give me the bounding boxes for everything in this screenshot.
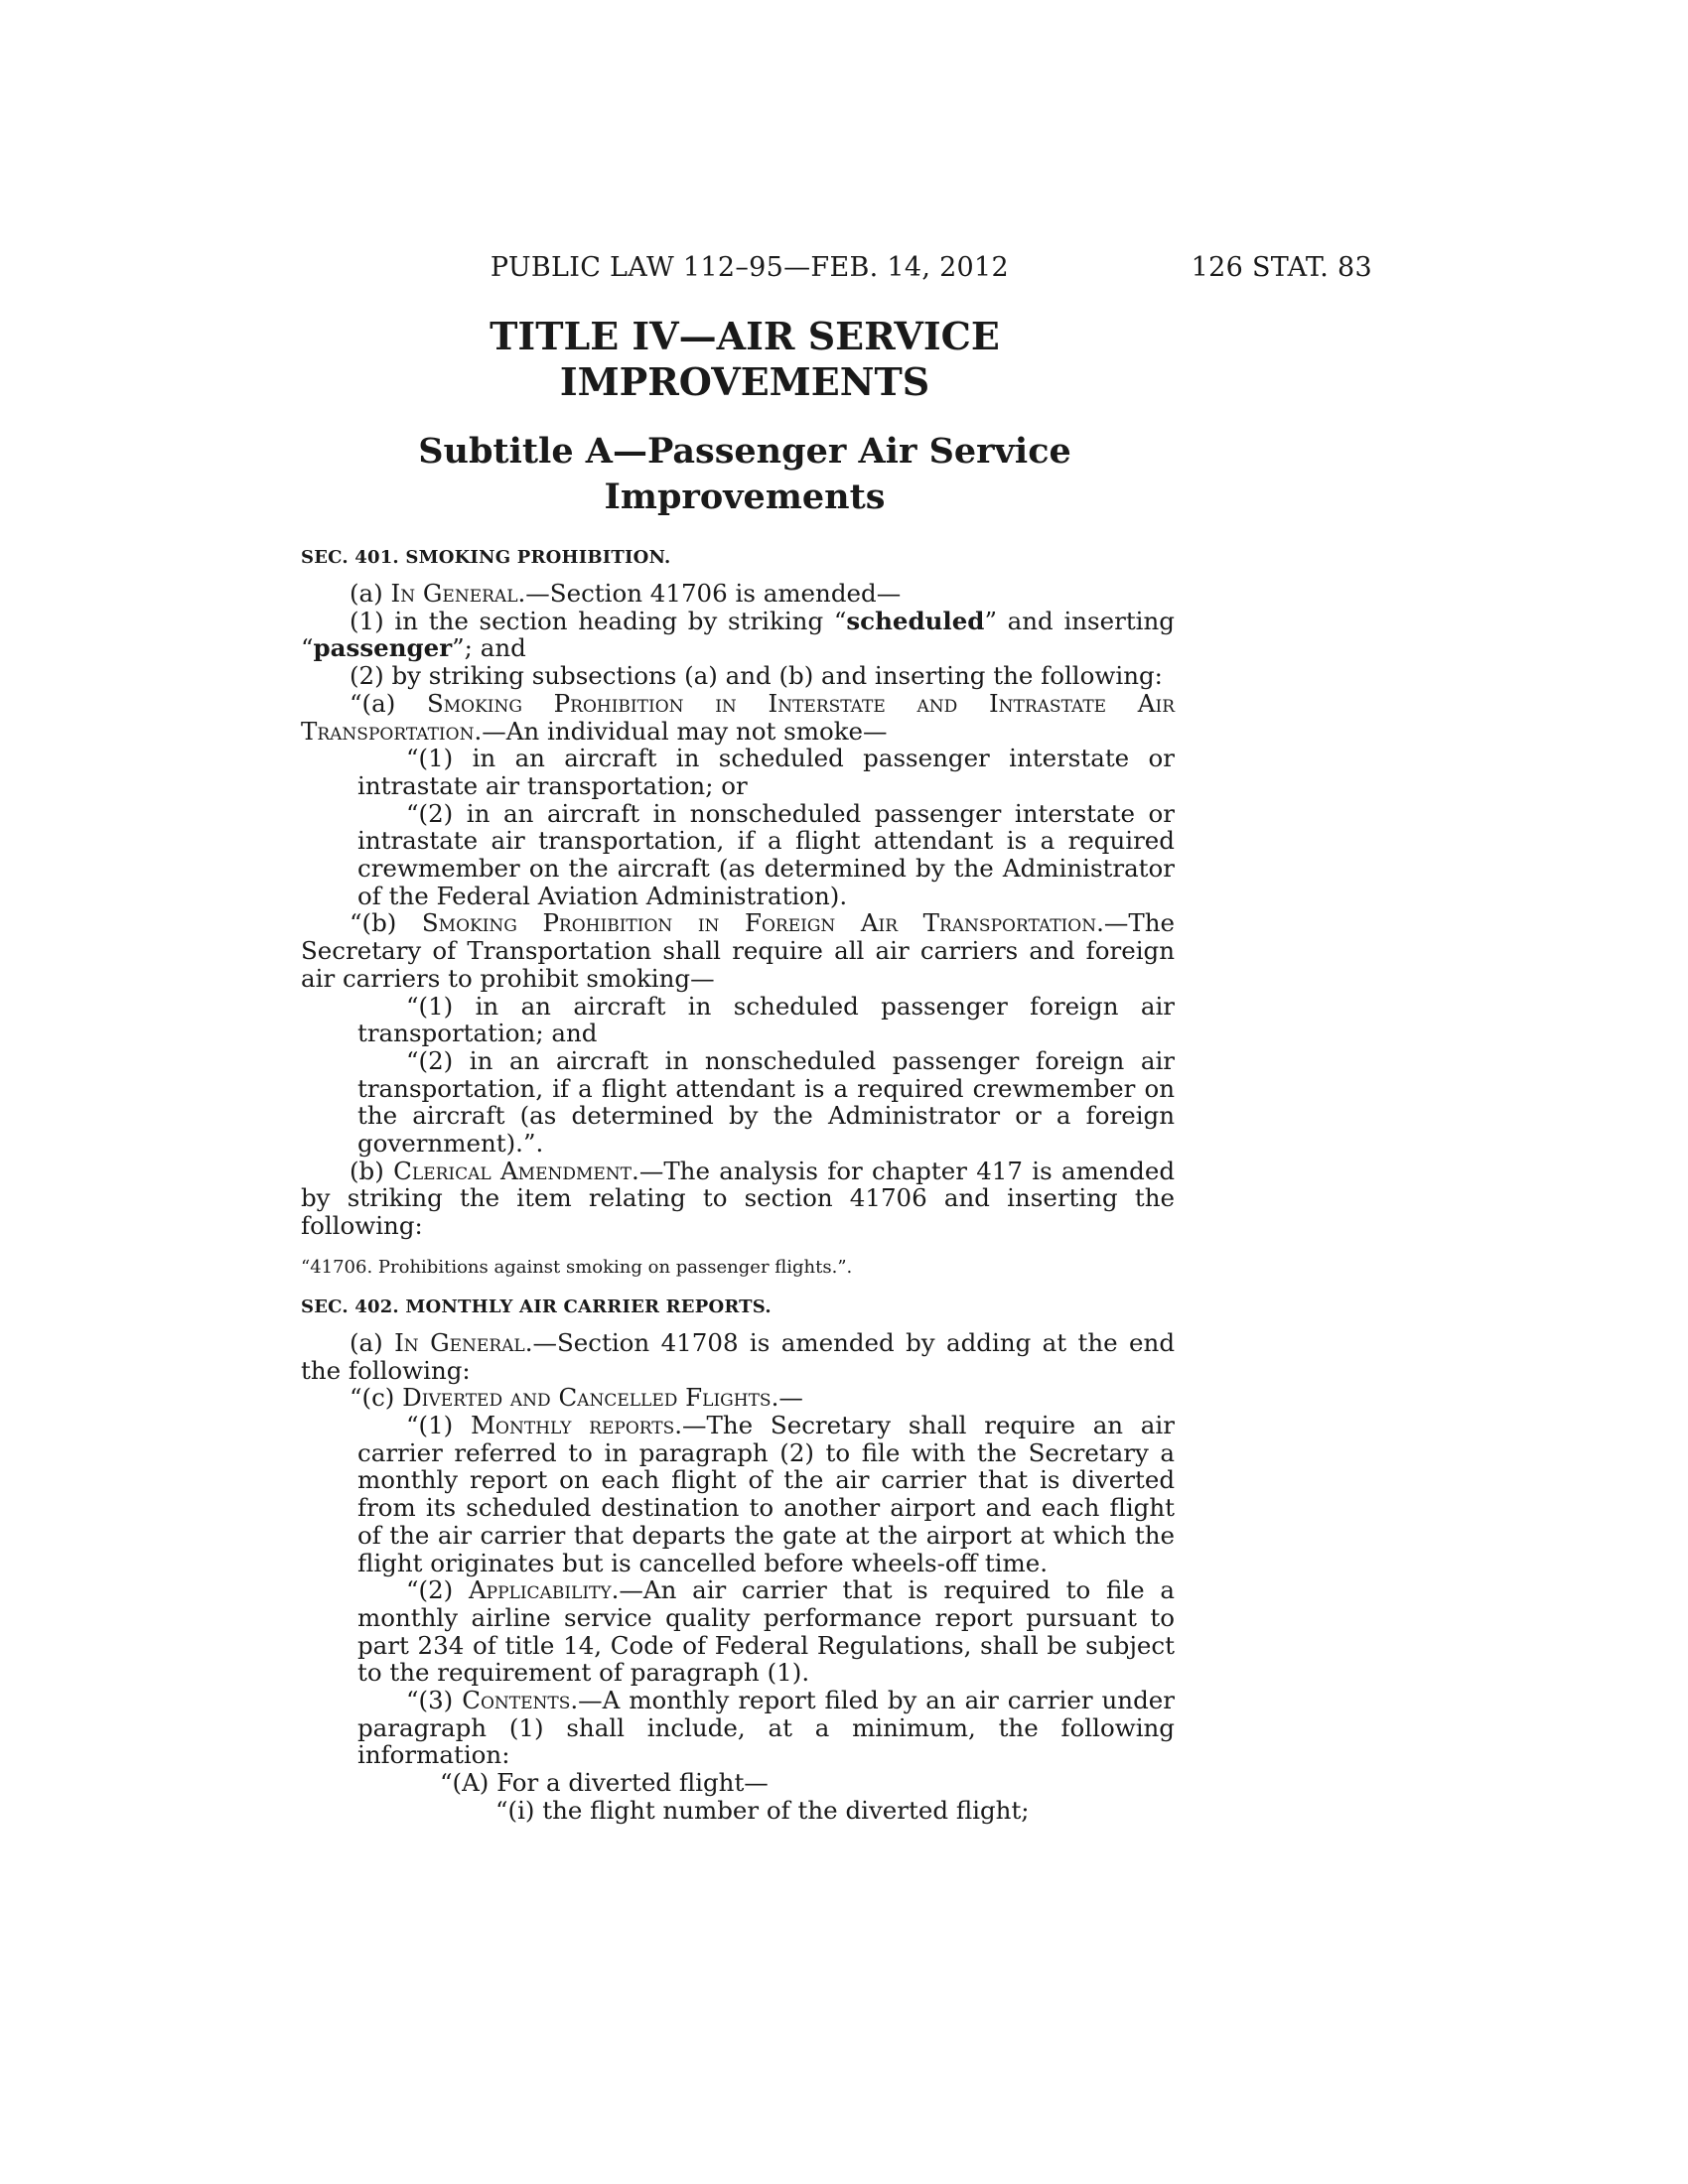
sec401-sub-a-text: .—An individual may not smoke— bbox=[474, 716, 888, 746]
sec402-c-caption: Diverted and Cancelled Flights bbox=[402, 1383, 772, 1413]
sec402-p2-caption: Applicability bbox=[468, 1575, 612, 1605]
sec401-inserted-a-paragraph-2: “(2) in an aircraft in nonscheduled passenger interstate or intrastate air transportation, if a flight attendant is a required crewmember on the aircraft (as determined by the Administrator of the Federal Aviation Administration). bbox=[357, 798, 1175, 910]
sec402-c-text: .— bbox=[771, 1383, 803, 1413]
sec402-paragraph-3 bbox=[301, 1687, 1175, 1769]
section-401-heading: SEC. 401. SMOKING PROHIBITION. bbox=[301, 547, 671, 568]
sec401-paragraph-1 bbox=[301, 608, 1175, 662]
chapter-analysis-item: “41706. Prohibitions against smoking on passenger flights.”. bbox=[301, 1256, 853, 1278]
sec401-sub-b-text: .—The Secretary of Transportation shall require all air carriers and foreign air carriers to prohibit smoking— bbox=[301, 908, 1175, 993]
page-number: 126 STAT. 83 bbox=[1191, 252, 1372, 283]
sec401-item1-inserted-word: passenger bbox=[313, 633, 453, 663]
sec401-b-text: .—The analysis for chapter 417 is amended by striking the item relating to section 41706 and inserting the following: bbox=[301, 1156, 1175, 1241]
sec401-b-label: (b) bbox=[350, 1156, 394, 1185]
title-line-2: IMPROVEMENTS bbox=[559, 359, 930, 404]
sec402-inserted-subsection-c bbox=[301, 1384, 1175, 1412]
sec401-a-label: (a) bbox=[350, 579, 391, 608]
sec402-subparagraph-A: “(A) For a diverted flight— bbox=[440, 1768, 769, 1798]
sec401-inserted-a-paragraph-1: “(1) in an aircraft in scheduled passenger interstate or intrastate air transportation; or bbox=[357, 744, 1175, 800]
sec402-p3-label: “(3) bbox=[406, 1686, 463, 1715]
sec401-sub-b-label: “(b) bbox=[350, 908, 422, 938]
sec401-sub-a-label: “(a) bbox=[350, 688, 427, 718]
sec401-inserted-b-paragraph-2: “(2) in an aircraft in nonscheduled passenger foreign air transportation, if a flight attendant is a required crewmember on the aircraft (as determined by the Administrator or a foreign government).”. bbox=[357, 1045, 1175, 1159]
sec402-subsection-a bbox=[301, 1329, 1175, 1384]
sec401-inserted-b-paragraph-1: “(1) in an aircraft in scheduled passenger foreign air transportation; and bbox=[357, 991, 1175, 1048]
sec401-sub-b-caption: Smoking Prohibition in Foreign Air Transportation bbox=[421, 908, 1097, 938]
sec402-p1-caption: Monthly reports bbox=[470, 1410, 675, 1439]
document-body bbox=[301, 544, 1175, 1825]
sec401-a-text: .—Section 41706 is amended— bbox=[517, 579, 902, 608]
title-heading bbox=[298, 314, 1192, 405]
sec402-p3-text: .—A monthly report filed by an air carrier under paragraph (1) shall include, at a minimum, the following information: bbox=[357, 1686, 1175, 1770]
sec402-c-label: “(c) bbox=[350, 1383, 403, 1413]
title-line-1: TITLE IV—AIR SERVICE bbox=[490, 314, 1000, 358]
sec401-a-caption: In General bbox=[390, 579, 518, 608]
subtitle-line-2: Improvements bbox=[604, 477, 886, 517]
running-head bbox=[469, 252, 1372, 292]
sec402-p1-label: “(1) bbox=[406, 1410, 471, 1439]
sec401-paragraph-2: (2) by striking subsections (a) and (b) and inserting the following: bbox=[350, 661, 1163, 691]
sec401-item1-post: ”; and bbox=[452, 633, 526, 663]
sec401-subsection-b bbox=[301, 1158, 1175, 1240]
title-block bbox=[298, 314, 1192, 520]
sec402-p2-label: “(2) bbox=[406, 1575, 469, 1605]
sec402-paragraph-1 bbox=[301, 1412, 1175, 1576]
sec402-paragraph-2 bbox=[301, 1576, 1175, 1687]
sec402-p3-caption: Contents bbox=[462, 1686, 571, 1715]
sec401-inserted-subsection-b bbox=[301, 909, 1175, 992]
sec402-a-caption: In General bbox=[394, 1327, 525, 1357]
sec401-b-caption: Clerical Amendment bbox=[393, 1156, 633, 1185]
running-head-citation: PUBLIC LAW 112–95—FEB. 14, 2012 bbox=[490, 252, 1009, 283]
sec402-a-label: (a) bbox=[350, 1327, 395, 1357]
sec401-item1-pre: (1) in the section heading by striking “ bbox=[350, 606, 847, 635]
sec401-subsection-a bbox=[301, 580, 1175, 608]
sec402-clause-i: “(i) the flight number of the diverted flight; bbox=[495, 1795, 1030, 1825]
sec402-p1-text: .—The Secretary shall require an air carrier referred to in paragraph (2) to file with the Secretary a monthly report on each flight of the air carrier that is diverted from its scheduled destination to another airport and each flight of the air carrier that departs the gate at the airport at which the flight originates but is cancelled before wheels-off time. bbox=[357, 1410, 1175, 1577]
section-402-heading: SEC. 402. MONTHLY AIR CARRIER REPORTS. bbox=[301, 1296, 772, 1317]
sec401-sub-a-caption: Smoking Prohibition in Interstate and Intrastate Air Transportation bbox=[301, 688, 1176, 746]
subtitle-line-1: Subtitle A—Passenger Air Service bbox=[418, 431, 1071, 472]
sec401-inserted-subsection-a bbox=[301, 690, 1175, 745]
sec401-item1-struck-word: scheduled bbox=[846, 606, 985, 635]
sec402-a-text: .—Section 41708 is amended by adding at the end the following: bbox=[301, 1327, 1175, 1385]
subtitle-heading bbox=[298, 429, 1192, 520]
sec401-item1-mid: ” and inserting “ bbox=[301, 606, 1175, 663]
sec402-p2-text: .—An air carrier that is required to file a monthly airline service quality performance report pursuant to part 234 of title 14, Code of Federal Regulations, shall be subject to the requirement of paragraph (1). bbox=[357, 1575, 1175, 1688]
